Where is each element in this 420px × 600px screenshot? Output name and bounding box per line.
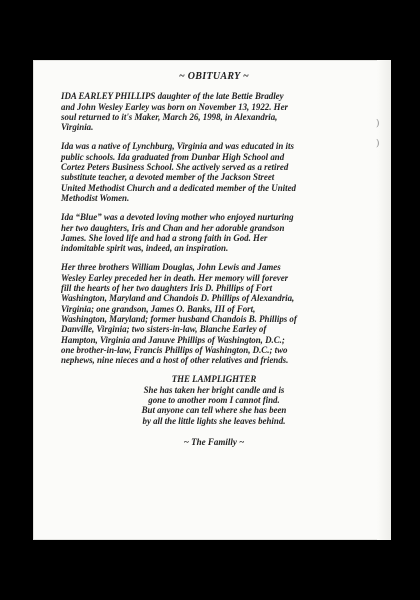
paragraph-survivors	[61, 262, 367, 365]
obituary-heading: ~ OBITUARY ~	[178, 71, 249, 82]
page-edge-shadow	[377, 60, 391, 540]
poem-lamplighter	[61, 374, 367, 425]
text-line: Methodist Women.	[61, 192, 130, 203]
margin-mark-top: )	[376, 119, 380, 129]
text-line: Virginia; one grandson, James O. Banks, III of Fort,	[61, 303, 256, 314]
text-line: Virginia.	[61, 122, 94, 133]
obituary-page	[33, 60, 391, 540]
text-line: Ida “Blue” was a devoted loving mother who enjoyed nurturing	[61, 212, 294, 223]
closing-signature: ~ The Familly ~	[183, 436, 245, 447]
text-line: Her three brothers William Douglas, John Lewis and James	[61, 262, 281, 273]
text-line: Wesley Earley preceded her in death. Her memory will forever	[61, 272, 289, 283]
text-line: public schools. Ida graduated from Dunbar High School and	[61, 151, 285, 162]
text-line: nephews, nine nieces and a host of other relatives and friends.	[61, 355, 289, 366]
text-line: United Methodist Church and a dedicated member of the United	[61, 182, 296, 193]
margin-mark-bottom: )	[376, 139, 380, 149]
poem-title: THE LAMPLIGHTER	[171, 374, 257, 385]
text-line: Ida was a native of Lynchburg, Virginia and was educated in its	[61, 141, 294, 152]
text-line: Cortez Peters Business School. She actively served as a retired	[61, 162, 289, 173]
text-line: Washington, Maryland; former husband Chandois B. Phillips of	[61, 313, 297, 324]
text-line: her two daughters, Iris and Chan and her adorable grandson	[61, 222, 285, 233]
text-line: Washington, Maryland and Chandois D. Phillips of Alexandria,	[61, 293, 295, 304]
paragraph-education	[61, 141, 367, 203]
text-line: and John Wesley Earley was born on November 13, 1922. Her	[61, 101, 288, 112]
text-line: Hampton, Virginia and Januve Phillips of Washington, D.C.;	[61, 334, 285, 345]
text-line: Danville, Virginia; two sisters-in-law, Blanche Earley of	[61, 324, 267, 335]
poem-line: by all the little lights she leaves behind.	[142, 415, 286, 426]
poem-line: But anyone can tell where she has been	[141, 405, 287, 416]
obituary-text	[61, 72, 367, 447]
text-line: substitute teacher, a devoted member of the Jackson Street	[61, 172, 275, 183]
paragraph-family	[61, 212, 367, 253]
text-line: fill the hearts of her two daughters Iris D. Phillips of Fort	[61, 283, 273, 294]
poem-line: gone to another room I cannot find.	[148, 395, 280, 406]
text-line: one brother-in-law, Francis Phillips of Washington, D.C.; two	[61, 344, 288, 355]
text-line: soul returned to it's Maker, March 26, 1998, in Alexandria,	[61, 111, 278, 122]
text-line: James. She loved life and had a strong faith in God. Her	[61, 232, 268, 243]
text-line: indomitable spirit was, indeed, an inspiration.	[61, 243, 229, 254]
paragraph-birth	[61, 91, 367, 132]
text-line: IDA EARLEY PHILLIPS daughter of the late Bettie Bradley	[61, 91, 284, 102]
poem-line: She has taken her bright candle and is	[143, 384, 285, 395]
